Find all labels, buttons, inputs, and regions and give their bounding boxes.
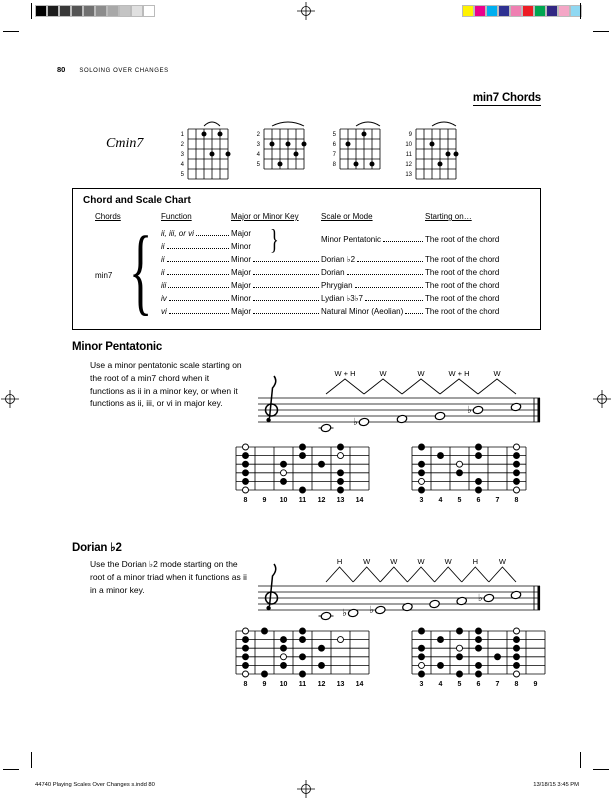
chord-diagram (398, 116, 461, 187)
row-scale: Dorian (321, 268, 345, 277)
svg-text:4: 4 (256, 152, 260, 159)
svg-text:3: 3 (256, 142, 260, 149)
dot-leader (347, 274, 423, 275)
svg-text:9: 9 (533, 681, 538, 688)
color-swatch (486, 5, 498, 17)
color-swatch (474, 5, 486, 17)
svg-text:W: W (417, 557, 425, 566)
svg-text:2: 2 (256, 132, 260, 139)
chord-scale-chart (72, 188, 541, 330)
row-key: Major (231, 268, 252, 277)
svg-text:5: 5 (180, 172, 184, 179)
grayscale-swatch (95, 5, 107, 17)
svg-text:9: 9 (262, 681, 267, 688)
chart-row (161, 294, 528, 303)
crop-mark (3, 31, 19, 32)
grayscale-swatch (119, 5, 131, 17)
svg-text:8: 8 (332, 162, 336, 169)
chart-header-function: Function (161, 212, 192, 221)
svg-text:♭: ♭ (353, 417, 358, 428)
crop-mark (31, 3, 32, 19)
row-starting: The root of the chord (425, 294, 500, 303)
registration-mark-icon (1, 390, 19, 408)
svg-text:W: W (498, 557, 506, 566)
svg-text:8: 8 (243, 681, 248, 688)
footer-slug: 44740 Playing Scales Over Changes s.indd 80 (35, 782, 155, 788)
chord-name: Cmin7 (106, 136, 144, 151)
chart-row (161, 307, 528, 316)
row-scale: Minor Pentatonic (321, 235, 382, 244)
running-head-row (57, 59, 169, 77)
chart-chord-group-label: min7 (95, 271, 113, 280)
scale-fretboard-diagram (404, 622, 549, 696)
color-swatch (546, 5, 558, 17)
svg-text:11: 11 (405, 152, 412, 159)
row-function: iv (161, 294, 167, 303)
registration-mark-icon (297, 780, 315, 798)
chord-diagram (322, 116, 385, 177)
chart-row-shared-scale (321, 235, 528, 244)
crop-mark (593, 769, 609, 770)
svg-text:11: 11 (298, 497, 307, 504)
svg-text:♭: ♭ (342, 608, 348, 619)
running-head: SOLOING OVER CHANGES (79, 68, 169, 74)
page-title: min7 Chords (472, 92, 541, 104)
svg-text:9: 9 (262, 497, 267, 504)
dot-leader (405, 313, 423, 314)
svg-text:12: 12 (405, 162, 412, 169)
row-function: vi (161, 307, 167, 316)
dot-leader (355, 287, 423, 288)
color-swatch (462, 5, 474, 17)
svg-text:4: 4 (180, 162, 184, 169)
dot-leader (253, 261, 319, 262)
chart-header-key: Major or Minor Key (231, 212, 299, 221)
row-key: Major (231, 307, 252, 316)
chord-diagram-row (170, 116, 461, 187)
dot-leader (253, 274, 319, 275)
crop-mark (580, 3, 581, 19)
row-key: Major (231, 281, 252, 290)
svg-text:13: 13 (336, 497, 345, 504)
page-title-wrap (473, 88, 541, 106)
chart-title: Chord and Scale Chart (83, 195, 191, 206)
section-body-minor-pentatonic: Use a minor pentatonic scale starting on the root of a min7 chord when it functions as ii in a minor key, or when it functions as ii, iii, or vi in major key. (90, 360, 242, 409)
svg-text:6: 6 (332, 142, 336, 149)
chart-row (161, 281, 528, 290)
svg-text:10: 10 (405, 142, 412, 149)
row-starting: The root of the chord (425, 235, 500, 244)
row-function: ii, iii, or vi (161, 229, 194, 238)
row-starting: The root of the chord (425, 268, 500, 277)
row-starting: The root of the chord (425, 281, 500, 290)
svg-text:14: 14 (355, 681, 364, 688)
svg-text:10: 10 (279, 681, 288, 688)
chart-header-chords: Chords (95, 212, 121, 221)
svg-text:5: 5 (457, 497, 462, 504)
svg-text:W: W (417, 369, 425, 378)
color-swatch (498, 5, 510, 17)
right-bracket: } (270, 225, 279, 256)
dot-leader (167, 261, 229, 262)
dot-leader (167, 248, 229, 249)
svg-text:♭: ♭ (467, 405, 472, 416)
grayscale-swatch (107, 5, 119, 17)
row-key: Minor (231, 255, 252, 264)
svg-text:H: H (336, 557, 343, 566)
grayscale-swatch (71, 5, 83, 17)
svg-text:W: W (444, 557, 452, 566)
grayscale-swatch (47, 5, 59, 17)
svg-text:9: 9 (408, 132, 412, 139)
svg-text:3: 3 (419, 497, 424, 504)
section-body-dorian-b2: Use the Dorian ♭2 mode starting on the root of a minor triad when it functions as ii in a minor key. (90, 559, 247, 595)
dot-leader (253, 313, 319, 314)
svg-text:H: H (472, 557, 478, 566)
crop-mark (593, 31, 609, 32)
svg-text:5: 5 (256, 162, 260, 169)
svg-text:W + H: W + H (448, 369, 470, 378)
svg-text:4: 4 (438, 497, 443, 504)
chart-row (161, 242, 321, 251)
svg-text:4: 4 (438, 681, 443, 688)
scale-fretboard-diagram (228, 438, 373, 512)
chart-row (161, 268, 528, 277)
scale-fretboard-diagram (228, 622, 373, 696)
svg-text:12: 12 (317, 497, 326, 504)
dot-leader (169, 300, 229, 301)
svg-text:8: 8 (243, 497, 248, 504)
svg-text:W: W (363, 557, 371, 566)
svg-text:7: 7 (495, 681, 500, 688)
color-swatch (534, 5, 546, 17)
svg-text:7: 7 (495, 497, 500, 504)
left-brace: { (129, 217, 153, 324)
color-swatch (510, 5, 522, 17)
row-function: ii (161, 255, 165, 264)
svg-text:3: 3 (419, 681, 424, 688)
dot-leader (168, 287, 229, 288)
dot-leader (196, 235, 229, 236)
dot-leader (365, 300, 423, 301)
color-swatch (558, 5, 570, 17)
dot-leader (169, 313, 229, 314)
grayscale-swatch (131, 5, 143, 17)
chart-row (161, 229, 321, 238)
row-function: ii (161, 268, 165, 277)
chord-diagram (246, 116, 309, 177)
svg-text:6: 6 (476, 497, 481, 504)
svg-text:7: 7 (332, 152, 336, 159)
svg-text:13: 13 (405, 172, 412, 179)
scale-fretboard-diagram (404, 438, 530, 512)
crop-mark (31, 752, 32, 768)
svg-text:W: W (379, 369, 387, 378)
svg-text:2: 2 (180, 142, 184, 149)
svg-text:8: 8 (514, 681, 519, 688)
svg-text:W: W (390, 557, 398, 566)
row-key: Major (231, 229, 252, 238)
svg-text:13: 13 (336, 681, 345, 688)
section-heading-dorian-b2: Dorian ♭2 (72, 542, 122, 554)
crop-mark (3, 769, 19, 770)
dot-leader (253, 300, 319, 301)
svg-text:W: W (493, 369, 501, 378)
svg-text:♭: ♭ (477, 593, 483, 604)
svg-text:1: 1 (180, 132, 184, 139)
svg-text:6: 6 (476, 681, 481, 688)
svg-text:14: 14 (355, 497, 364, 504)
row-key: Minor (231, 294, 252, 303)
grayscale-swatch (83, 5, 95, 17)
footer-timestamp: 13/18/15 3:45 PM (533, 782, 579, 788)
dot-leader (383, 241, 423, 242)
chart-header-scale: Scale or Mode (321, 212, 373, 221)
grayscale-swatch (59, 5, 71, 17)
svg-text:♭: ♭ (369, 605, 375, 616)
row-function: iii (161, 281, 167, 290)
grayscale-swatch (35, 5, 47, 17)
row-scale: Dorian ♭2 (321, 255, 356, 264)
svg-text:11: 11 (298, 681, 307, 688)
row-key: Minor (231, 242, 252, 251)
chart-header-starting: Starting on… (425, 212, 472, 221)
row-starting: The root of the chord (425, 307, 500, 316)
registration-mark-icon (297, 2, 315, 20)
row-starting: The root of the chord (425, 255, 500, 264)
svg-text:3: 3 (180, 152, 184, 159)
page-number: 80 (57, 65, 66, 74)
dot-leader (357, 261, 423, 262)
svg-text:12: 12 (317, 681, 326, 688)
grayscale-swatch (143, 5, 155, 17)
svg-text:5: 5 (332, 132, 336, 139)
row-function: ii (161, 242, 165, 251)
crop-mark (580, 752, 581, 768)
row-scale: Natural Minor (Aeolian) (321, 307, 404, 316)
grayscale-calibration-bar (35, 5, 155, 17)
row-scale: Phrygian (321, 281, 353, 290)
registration-mark-icon (593, 390, 611, 408)
row-scale: Lydian ♭3♭7 (321, 294, 363, 303)
svg-text:5: 5 (457, 681, 462, 688)
section-heading-minor-pentatonic: Minor Pentatonic (72, 341, 163, 353)
svg-text:10: 10 (279, 497, 288, 504)
dot-leader (167, 274, 229, 275)
chord-diagram (170, 116, 233, 187)
dot-leader (253, 287, 319, 288)
color-calibration-bar (462, 5, 582, 17)
chart-row (161, 255, 528, 264)
svg-text:8: 8 (514, 497, 519, 504)
svg-text:W + H: W + H (334, 369, 356, 378)
color-swatch (522, 5, 534, 17)
